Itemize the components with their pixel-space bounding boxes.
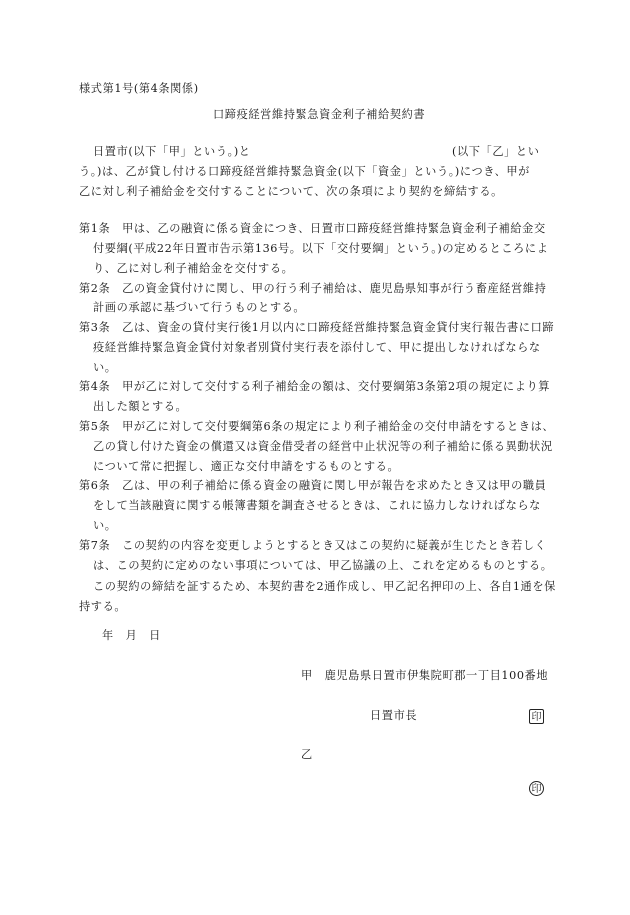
clause-5-line-2: 乙の貸し付けた資金の償還又は資金借受者の経営中止状況等の利子補給に係る異動状況 [93,440,553,453]
intro-line-1-left: 日置市(以下「甲」という。)と [93,145,251,158]
clause-7-line-2: は、この契約に定めのない事項については、甲乙協議の上、これを定めるものとする。 [93,559,553,572]
clause-3-line-3: い。 [93,361,117,374]
party-a-address: 甲 鹿児島県日置市伊集院町郡一丁目100番地 [301,669,549,682]
form-number: 様式第1号(第4条関係) [79,82,199,95]
clause-4-line-1: 第4条 甲が乙に対して交付する利子補給金の額は、交付要綱第3条第2項の規定により算 [79,380,551,393]
party-b-label: 乙 [301,748,313,761]
clause-1-line-2: 付要綱(平成22年日置市告示第136号。以下「交付要綱」という。)の定めるところによ [93,242,549,255]
party-a-mayor: 日置市長 [370,709,418,722]
clause-6-line-3: い。 [93,519,117,532]
clause-6-line-1: 第6条 乙は、甲の利子補給に係る資金の融資に関し甲が報告を求めたとき又は甲の職員 [79,479,547,492]
intro-line-3: 乙に対し利子補給金を交付することについて、次の条項により契約を締結する。 [79,185,503,198]
intro-line-1-right: (以下「乙」とい [452,145,540,158]
closing-line-2: 持する。 [79,600,127,613]
clause-1-line-3: り、乙に対し利子補給金を交付する。 [93,262,294,275]
clause-3-line-1: 第3条 乙は、資金の貸付実行後1月以内に口蹄疫経営維持緊急資金貸付実行報告書に口蹄 [79,321,555,334]
party-a-seal-mark: 印 [529,709,544,724]
clause-2-line-2: 計画の承認に基づいて行うものとする。 [93,301,306,314]
document-title: 口蹄疫経営維持緊急資金利子補給契約書 [213,108,426,121]
intro-line-2: う。)は、乙が貸し付ける口蹄疫経営維持緊急資金(以下「資金」という。)につき、甲が [79,165,530,178]
clause-1-line-1: 第1条 甲は、乙の融資に係る資金につき、日置市口蹄疫経営維持緊急資金利子補給金交 [79,222,546,235]
clause-6-line-2: をして当該融資に関する帳簿書類を調査させるときは、これに協力しなければならな [93,499,541,512]
clause-5-line-3: について常に把握し、適正な交付申請をするものとする。 [93,460,400,473]
date-line: 年 月 日 [102,629,161,642]
clause-5-line-1: 第5条 甲が乙に対して交付要綱第6条の規定により利子補給金の交付申請をするときは、 [79,420,555,433]
party-b-seal-mark: 印 [529,781,544,796]
closing-line-1: この契約の締結を証するため、本契約書を2通作成し、甲乙記名押印の上、各自1通を保 [93,580,556,593]
clause-4-line-2: 出した額とする。 [93,400,188,413]
clause-2-line-1: 第2条 乙の資金貸付けに関し、甲の行う利子補給は、鹿児島県知事が行う畜産経営維持 [79,282,547,295]
clause-7-line-1: 第7条 この契約の内容を変更しようとするとき又はこの契約に疑義が生じたとき若しく [79,539,547,552]
clause-3-line-2: 疫経営維持緊急資金貸付対象者別貸付実行表を添付して、甲に提出しなければならな [93,341,541,354]
